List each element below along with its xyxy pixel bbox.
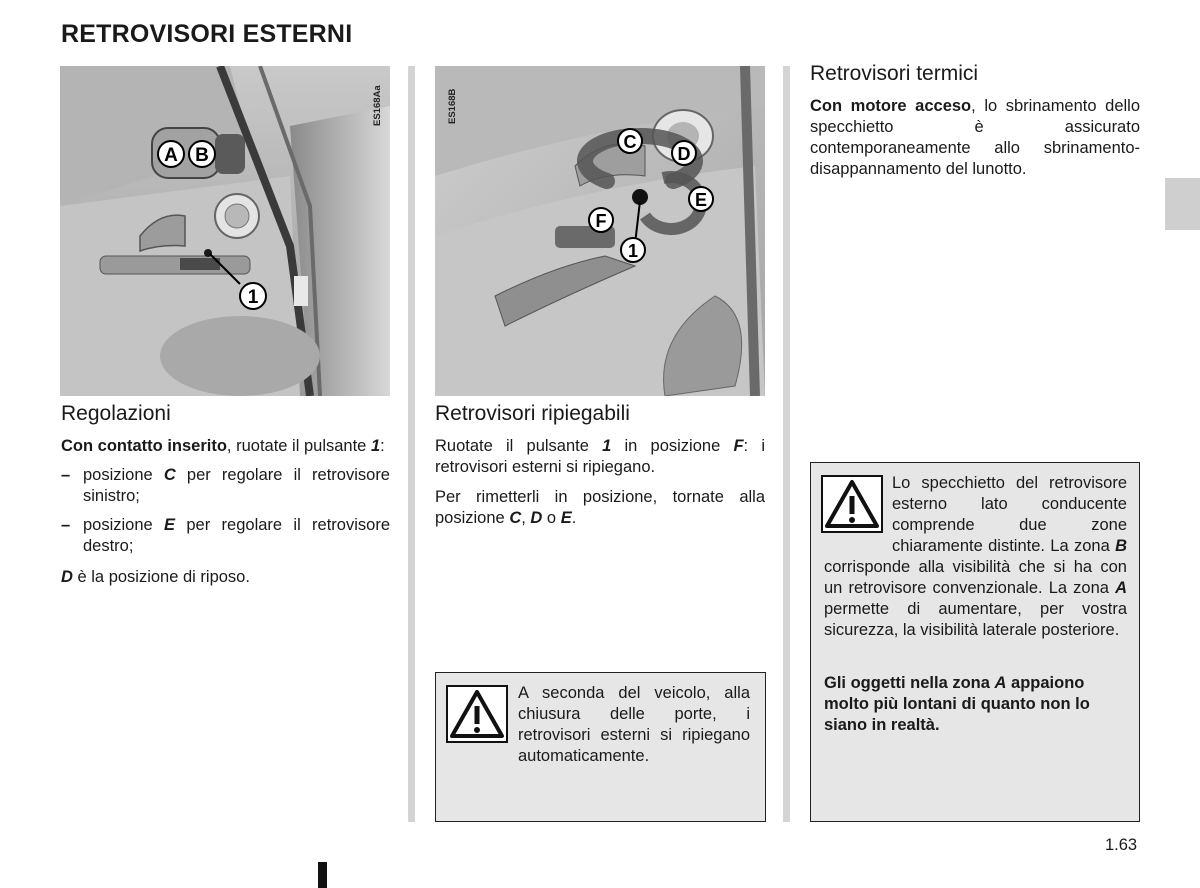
- chapter-tab: [1165, 178, 1200, 230]
- termici-bold: Con motore acceso: [810, 97, 972, 115]
- door-illustration: [60, 66, 390, 396]
- p2-c: C: [509, 509, 522, 527]
- termici-text: [810, 96, 1140, 180]
- p2-d: D: [530, 509, 543, 527]
- page-number: 1.63: [1105, 836, 1138, 854]
- regolazioni-intro: [61, 436, 390, 457]
- p2-pre: Per rimetterli in posizione, tornate alla posizione: [435, 488, 765, 527]
- item-pre: posizione: [83, 466, 164, 484]
- p1-post: : i retrovisori esterni si ripiegano.: [435, 437, 765, 476]
- p2-end: .: [571, 509, 577, 527]
- p1-pre: Ruotate il pulsante: [435, 437, 603, 455]
- warning-text-zones-bold: [824, 673, 1127, 736]
- zones-d: A: [1115, 579, 1127, 597]
- callout-F: F: [595, 211, 607, 231]
- section-regolazioni: [61, 402, 390, 588]
- zones-bold-c: appaiono molto più lontani di quanto non lo siano in realtà.: [824, 674, 1090, 734]
- rest-text: è la posizione di riposo.: [72, 568, 250, 586]
- section-ripiegabili: [435, 402, 765, 529]
- p1-mid: in posizione: [611, 437, 734, 455]
- list-item: [61, 515, 390, 557]
- p1-letter: F: [733, 437, 744, 455]
- callout-1-middle: 1: [627, 241, 639, 261]
- zones-c: corrisponde alla visibilità che si ha con un retrovisore convenzionale. La zona: [824, 558, 1127, 597]
- list-dash: –: [61, 466, 71, 484]
- p2-e: E: [560, 509, 572, 527]
- termici-rest: , lo sbrinamento dello specchietto è assicurato contemporaneamente allo sbrinamento-disappannamento del lunotto.: [810, 97, 1140, 178]
- callout-E: E: [694, 190, 708, 210]
- heading-regolazioni: Regolazioni: [61, 402, 171, 425]
- list-item: [61, 465, 390, 507]
- warning-triangle-icon: [446, 685, 508, 743]
- rest-position: [61, 567, 390, 588]
- zones-a: Lo specchietto del retrovisore esterno lato conducente comprende due zone chiaramente distinte. La zona: [892, 474, 1127, 555]
- item-post: per regolare il retrovisore sinistro;: [83, 466, 390, 505]
- page-title: RETROVISORI ESTERNI: [61, 20, 353, 48]
- p2-sep2: o: [542, 509, 561, 527]
- ripiegabili-p2: [435, 487, 765, 529]
- figure-code-middle: ES168B: [447, 88, 458, 124]
- warning-box-mirror-zones: [810, 462, 1140, 822]
- item-pre: posizione: [83, 516, 165, 534]
- warning-text-folding: A seconda del veicolo, alla chiusura delle porte, i retrovisori esterni si ripiegano automaticamente.: [518, 684, 750, 765]
- zones-bold-a: Gli oggetti nella zona: [824, 674, 995, 692]
- zones-bold-b: A: [994, 674, 1007, 692]
- callout-A: A: [164, 145, 178, 166]
- item-letter: C: [163, 466, 176, 484]
- heading-termici: Retrovisori termici: [810, 62, 979, 85]
- intro-rest: , ruotate il pulsante: [226, 437, 371, 455]
- figure-mirror-switch: [435, 66, 765, 396]
- callout-B: B: [195, 145, 209, 166]
- callout-C: C: [623, 132, 637, 152]
- callout-1: 1: [247, 287, 259, 308]
- column-separator-left: [408, 66, 415, 822]
- warning-box-folding: [435, 672, 766, 822]
- ripiegabili-p1: [435, 436, 765, 478]
- warning-text-zones: [824, 473, 1127, 641]
- crop-mark: [318, 862, 327, 888]
- item-post: per regolare il retrovisore destro;: [83, 516, 390, 555]
- zones-e: permette di aumentare, per vostra sicurezza, la visibilità laterale posteriore.: [824, 600, 1127, 639]
- callout-D: D: [677, 144, 691, 164]
- list-dash: –: [61, 516, 71, 534]
- item-letter: E: [164, 516, 176, 534]
- switch-illustration: [435, 66, 765, 396]
- intro-num: 1: [370, 437, 381, 455]
- figure-code: ES168Aa: [372, 85, 383, 126]
- section-termici: [810, 62, 1140, 180]
- figure-door-mirror: [60, 66, 390, 396]
- p1-num: 1: [602, 437, 612, 455]
- p2-sep1: ,: [521, 509, 531, 527]
- rest-letter: D: [61, 568, 73, 586]
- zones-b: B: [1115, 537, 1127, 555]
- intro-end: :: [380, 437, 385, 455]
- intro-bold: Con contatto inserito: [61, 437, 227, 455]
- column-separator-right: [783, 66, 790, 822]
- heading-ripiegabili: Retrovisori ripiegabili: [435, 402, 630, 425]
